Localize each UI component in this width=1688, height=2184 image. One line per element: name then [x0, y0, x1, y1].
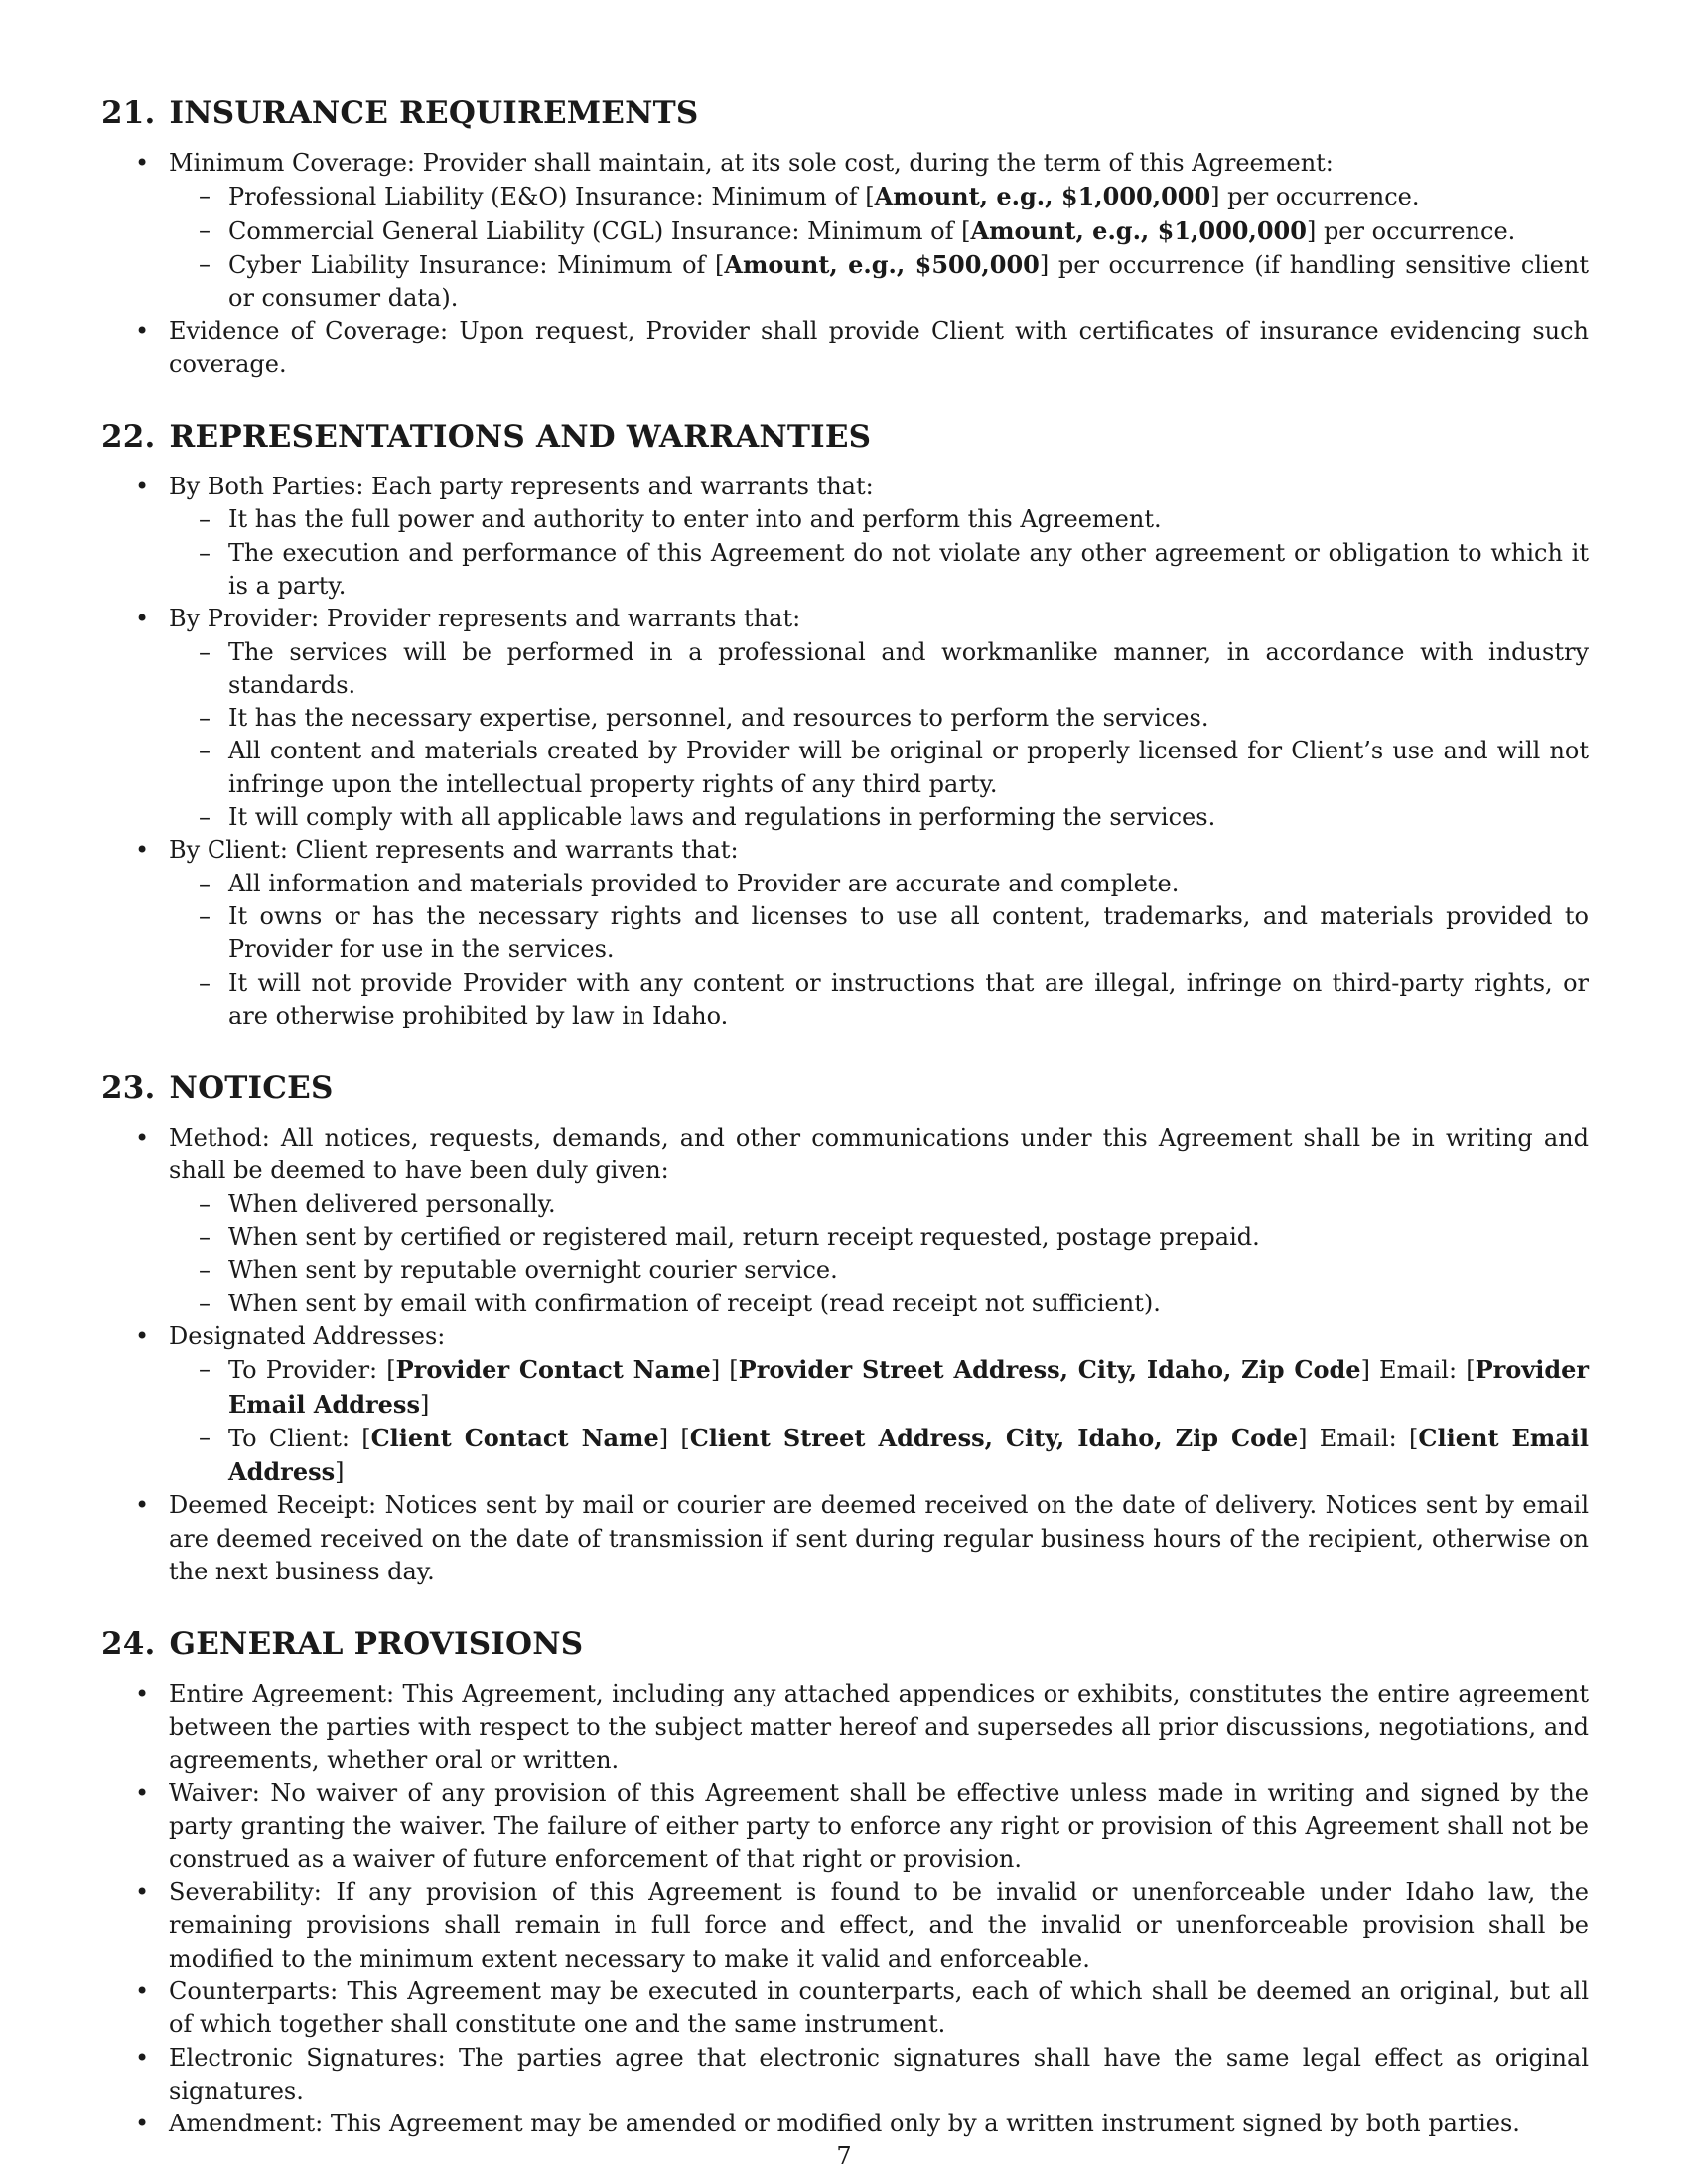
- list-item: • Designated Addresses: – To Provider: [Provider Contact Name] [Provider Street Address, City, Idaho, Zip Code] Email: [Provider Email Address] – To Client: [Client Contact Name] [Client Street Address, City, Idaho, Zip Code] Email: [Client Email Address]: [101, 1320, 1589, 1489]
- subitem: – All information and materials provided to Provider are accurate and complete.: [169, 868, 1589, 900]
- dash-icon: –: [199, 505, 211, 534]
- subitem-list: [169, 180, 1589, 315]
- dash-icon: –: [199, 737, 211, 765]
- section-heading: 22. REPRESENTATIONS AND WARRANTIES: [101, 419, 872, 456]
- bullet-icon: •: [135, 1878, 150, 1907]
- dash-icon: –: [199, 1223, 211, 1252]
- address-line-client: – To Client: [Client Contact Name] [Client Street Address, City, Idaho, Zip Code] Email: [Client Email Address]: [199, 1423, 1589, 1487]
- dash-icon: –: [199, 803, 211, 832]
- bullet-icon: •: [135, 149, 150, 177]
- list-item: • Evidence of Coverage: Upon request, Provider shall provide Client with certificates of insurance evidencing such coverage.: [135, 317, 1589, 378]
- bullet-icon: •: [135, 605, 150, 633]
- list-item: • Counterparts: This Agreement may be executed in counterparts, each of which shall be deemed an original, but all of which together shall constitute one and the same instrument.: [135, 1977, 1589, 2039]
- section-heading: 24. GENERAL PROVISIONS: [101, 1626, 584, 1663]
- item-list: [101, 1678, 1589, 2140]
- list-item: • Entire Agreement: This Agreement, including any attached appendices or exhibits, constitutes the entire agreement between the parties with respect to the subject matter hereof and supersedes all prior discussions, negotiations, and agreements, whether oral or written.: [135, 1680, 1589, 1774]
- item-list: [101, 1122, 1589, 1588]
- list-item: • By Provider: Provider represents and warrants that: – The services will be performed in a professional and workmanlike manner, in accordance with industry standards. – It has the necessary expertise, personnel, and resources to perform the services. – All content and materials created by Provider will be original or properly licensed for Client’s use and will not infringe upon the intellectual property rights of any third party. – It will comply with all applicable laws and regulations in performing the services.: [101, 603, 1589, 834]
- subitem: – When sent by reputable overnight courier service.: [169, 1254, 1589, 1287]
- dash-icon: –: [199, 182, 211, 210]
- subitem-list: [169, 1188, 1589, 1320]
- dash-icon: –: [199, 1355, 211, 1384]
- bullet-icon: •: [135, 1680, 150, 1708]
- address-line-provider: – To Provider: [Provider Contact Name] [Provider Street Address, City, Idaho, Zip Code] Email: [Provider Email Address]: [199, 1355, 1590, 1419]
- bullet-icon: •: [135, 1779, 150, 1808]
- bullet-icon: •: [135, 1977, 150, 2005]
- subitem: – The services will be performed in a professional and workmanlike manner, in accordance with industry standards.: [199, 637, 1589, 699]
- subitem: – Cyber Liability Insurance: Minimum of [Amount, e.g., $500,000] per occurrence (if handling sensitive client or consumer data).: [199, 249, 1589, 313]
- list-item: • Severability: If any provision of this Agreement is found to be invalid or unenforceable under Idaho law, the remaining provisions shall remain in full force and effect, and the invalid or unenforceable provision shall be modified to the minimum extent necessary to make it valid and enforceable.: [135, 1878, 1589, 1973]
- page-number: 7: [836, 2142, 852, 2170]
- list-item: • Method: All notices, requests, demands, and other communications under this Agreement shall be in writing and shall be deemed to have been duly given: – When delivered personally. – When sent by certified or registered mail, return receipt requested, postage prepaid. – When sent by reputable overnight courier service. – When sent by email with confirmation of receipt (read receipt not sufficient).: [101, 1122, 1589, 1320]
- section-general-provisions: [101, 1622, 1589, 2140]
- bullet-icon: •: [135, 2110, 150, 2138]
- subitem: – The execution and performance of this Agreement do not violate any other agreement or obligation to which it is a party.: [199, 538, 1589, 600]
- bullet-icon: •: [135, 317, 150, 345]
- document-page: [101, 91, 1589, 2140]
- subitem: – Professional Liability (E&O) Insurance: Minimum of [Amount, e.g., $1,000,000] per occurrence.: [169, 180, 1589, 213]
- list-item: • By Both Parties: Each party represents and warrants that: – It has the full power and authority to enter into and perform this Agreement. – The execution and performance of this Agreement do not violate any other agreement or obligation to which it is a party.: [101, 471, 1589, 603]
- dash-icon: –: [199, 901, 211, 930]
- subitem: – It will not provide Provider with any content or instructions that are illegal, infringe on third-party rights, or are otherwise prohibited by law in Idaho.: [199, 968, 1589, 1029]
- section-heading: 23. NOTICES: [101, 1070, 334, 1107]
- list-item: • Deemed Receipt: Notices sent by mail or courier are deemed received on the date of delivery. Notices sent by email are deemed received on the date of transmission if sent during regular business hours of the recipient, otherwise on the next business day.: [135, 1491, 1589, 1585]
- subitem: – When sent by certified or registered mail, return receipt requested, postage prepaid.: [169, 1221, 1589, 1254]
- dash-icon: –: [199, 869, 211, 897]
- bullet-icon: •: [135, 1491, 150, 1520]
- subitem: – Commercial General Liability (CGL) Insurance: Minimum of [Amount, e.g., $1,000,000] per occurrence.: [169, 214, 1589, 248]
- dash-icon: –: [199, 704, 211, 733]
- dash-icon: –: [199, 215, 211, 244]
- subitem: – When sent by email with confirmation of receipt (read receipt not sufficient).: [169, 1288, 1589, 1320]
- bullet-icon: •: [135, 836, 150, 865]
- section-heading: 21. INSURANCE REQUIREMENTS: [101, 95, 699, 131]
- subitem-list: [169, 636, 1589, 835]
- bullet-icon: •: [135, 2043, 150, 2072]
- subitem-list: [169, 868, 1589, 1032]
- list-item: • Electronic Signatures: The parties agree that electronic signatures shall have the same legal effect as original signatures.: [135, 2043, 1589, 2105]
- subitem-list: [169, 1353, 1589, 1489]
- subitem: – It owns or has the necessary rights and licenses to use all content, trademarks, and materials provided to Provider for use in the services.: [199, 901, 1589, 964]
- dash-icon: –: [199, 249, 211, 278]
- subitem: – It has the full power and authority to enter into and perform this Agreement.: [169, 503, 1589, 536]
- list-item: • Minimum Coverage: Provider shall maintain, at its sole cost, during the term of this Agreement: – Professional Liability (E&O) Insurance: Minimum of [Amount, e.g., $1,000,000] per occurrence. – Commercial General Liability (CGL) Insurance: Minimum of [Amount, e.g., $1,000,000] per occurrence. – Cyber Liability Insurance: Minimum of [Amount, e.g., $500,000] per occurrence (if handling sensitive client or consumer data).: [101, 147, 1589, 315]
- dash-icon: –: [199, 1289, 211, 1317]
- dash-icon: –: [199, 1189, 211, 1218]
- subitem: – All content and materials created by Provider will be original or properly licensed for Client’s use and will not infringe upon the intellectual property rights of any third party.: [199, 737, 1589, 798]
- bullet-icon: •: [135, 1321, 150, 1350]
- subitem: – It will comply with all applicable laws and regulations in performing the services.: [169, 801, 1589, 834]
- subitem: – It has the necessary expertise, personnel, and resources to perform the services.: [169, 702, 1589, 735]
- section-insurance-requirements: [101, 91, 1589, 381]
- section-notices: [101, 1066, 1589, 1588]
- bullet-icon: •: [135, 473, 150, 501]
- subitem-list: [169, 503, 1589, 603]
- list-item: • By Client: Client represents and warrants that: – All information and materials provided to Provider are accurate and complete. – It owns or has the necessary rights and licenses to use all content, trademarks, and materials provided to Provider for use in the services. – It will not provide Provider with any content or instructions that are illegal, infringe on third-party rights, or are otherwise prohibited by law in Idaho.: [101, 834, 1589, 1032]
- dash-icon: –: [199, 968, 211, 997]
- item-list: [101, 471, 1589, 1032]
- item-list: [101, 147, 1589, 381]
- dash-icon: –: [199, 1256, 211, 1285]
- dash-icon: –: [199, 1423, 211, 1451]
- dash-icon: –: [199, 538, 211, 567]
- subitem: – When delivered personally.: [169, 1188, 1589, 1221]
- section-representations-and-warranties: [101, 415, 1589, 1032]
- list-item: • Amendment: This Agreement may be amended or modified only by a written instrument signed by both parties.: [101, 2108, 1589, 2140]
- bullet-icon: •: [135, 1124, 150, 1153]
- list-item: • Waiver: No waiver of any provision of this Agreement shall be effective unless made in writing and signed by the party granting the waiver. The failure of either party to enforce any right or provision of this Agreement shall not be construed as a waiver of future enforcement of that right or provision.: [135, 1779, 1589, 1873]
- dash-icon: –: [199, 637, 211, 666]
